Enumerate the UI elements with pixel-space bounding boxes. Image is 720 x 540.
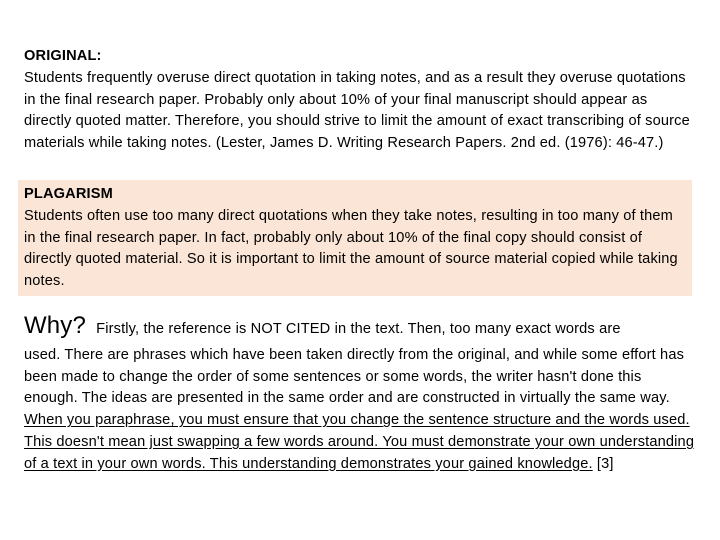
original-heading: ORIGINAL: [24,48,102,64]
why-underlined-advice: When you paraphrase, you must ensure that you change the sentence structure and the words used. This doesn't mean just swapping a few words around. You must demonstrate your own understanding of a text in your own words. This understanding demonstrates your gained knowledge. [24,412,695,472]
why-heading: Why? [24,312,86,339]
why-explanation [24,314,696,476]
original-text: Students frequently overuse direct quotation in taking notes, and as a result they overuse quotations in the final research paper. Probably only about 10% of your final manuscript should appear as directly quoted matter. Therefore, you should strive to limit the amount of exact transcribing of source materials while taking notes. (Lester, James D. Writing Research Papers. 2nd ed. (1976): 46-47.) [24,69,690,152]
plagiarism-passage [18,180,692,296]
why-citation: [3] [596,455,614,472]
plagiarism-text: Students often use too many direct quotations when they take notes, resulting in too many of them in the final research paper. In fact, probably only about 10% of the final copy should consist of directly quoted material. So it is important to limit the amount of source material copied while taking notes. [24,207,678,290]
why-body: used. There are phrases which have been taken directly from the original, and while some effort has been made to change the order of some sentences or some words, the writer hasn't done this enough. The ideas are presented in the same order and are constructed in virtually the same way. [24,346,685,407]
original-passage [24,46,694,155]
plagiarism-heading: PLAGARISM [24,186,113,202]
why-first-line-row [24,314,696,341]
why-first-line: Firstly, the reference is NOT CITED in the text. Then, too many exact words are [96,321,621,337]
